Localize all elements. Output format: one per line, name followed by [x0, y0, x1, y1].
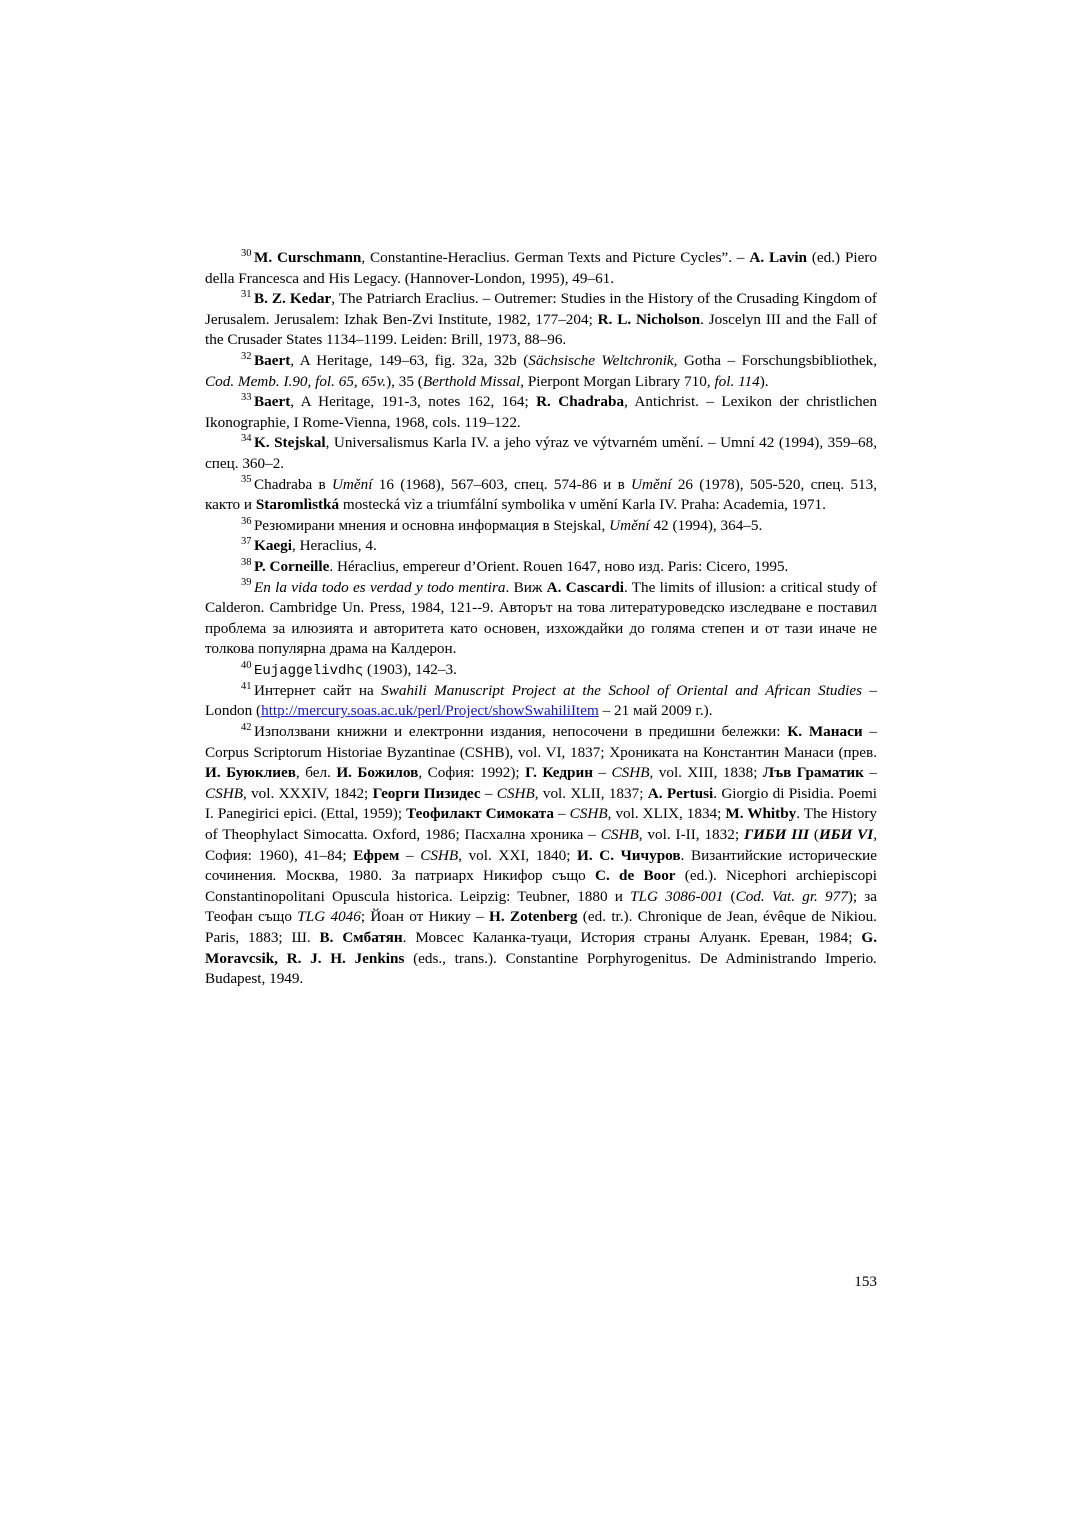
footnote-text: Ефрем: [353, 846, 400, 864]
footnote-text: , vol. XIII, 1838;: [649, 764, 763, 782]
footnote-text: ); за Теофан също: [205, 887, 878, 926]
footnote-text: . Византийские исторические сочинения: [205, 846, 878, 885]
footnote-text: ).: [759, 372, 769, 390]
footnote-text: Umění: [609, 516, 650, 534]
footnote: [205, 289, 877, 351]
footnote-text: (ed.). Nicephori archiepiscopi Constantinopolitani Opuscula historica. Leipzig: Teubner, 1880 и: [205, 867, 877, 905]
footnote-text: Umění: [331, 475, 373, 493]
footnote-marker: 34: [241, 433, 252, 445]
footnote-text: Umění: [631, 475, 672, 493]
footnote-text: , Gotha – Forschungsbibliothek,: [673, 351, 877, 369]
footnote-text: . Giorgio di Pisidia. Poemi I. Panegirici epici. (Ettal, 1959);: [205, 784, 877, 823]
footnote-text: A. Lavin: [749, 249, 807, 266]
footnote-text: –: [480, 784, 497, 802]
footnote-text: 16 (1968), 567–603, спец. 574-86 и в: [372, 475, 632, 493]
footnote-marker: 41: [241, 680, 252, 692]
footnote-text: Chadraba в: [254, 475, 332, 493]
footnote-text: –: [399, 846, 421, 864]
footnote-marker: 35: [241, 474, 252, 486]
footnote-text: , бел.: [295, 764, 337, 782]
footnote-text: TLG 3086-001: [630, 887, 724, 905]
footnote-text: ; Йоан от Никиу –: [360, 908, 490, 926]
footnote-text: , vol. XXXIV, 1842;: [242, 784, 373, 802]
footnote-text: . The limits of illusion: a critical study of Calderon. Cambridge Un. Press, 1984, 121--9. Авторът на това литературоведско изследване е поставил проблема за илюзията и авторитета като основен, изхождайки до голяма степен и от тази иначе не толкова популярна драма на Калдерон.: [205, 578, 877, 658]
footnote-text: (: [809, 826, 819, 843]
footnote-text: , Pierpont Morgan Library 710,: [520, 372, 715, 390]
footnote-text: . Joscelyn III and the Fall of the Crusader States 1134–1199. Leiden: Brill, 1973, 88–96.: [205, 310, 877, 349]
footnotes-container: [205, 248, 877, 990]
footnote-text: , Antichrist. – Lexikon der christlichen Ikonographie: [205, 393, 877, 431]
footnote-text: fol. 114: [714, 372, 760, 390]
page-number: 153: [854, 1273, 877, 1290]
footnote-text: I Rome-Vienna, 1968, cols. 119–122.: [289, 413, 521, 431]
footnote: [205, 660, 877, 681]
footnote-text: R. Chadraba: [536, 393, 625, 411]
footnote-text: Swahili Manuscript Project at the School of Oriental and African Studies: [381, 681, 862, 699]
footnote-text: CSHB: [569, 805, 608, 823]
footnote-text: , vol. I-II, 1832;: [638, 826, 744, 843]
footnote-text: ,: [285, 413, 290, 431]
footnote-text: И. Божилов: [336, 764, 419, 782]
footnote-text: И. С. Чичуров: [577, 846, 681, 864]
footnote-text: Baert: [254, 393, 291, 411]
footnote-text: .: [272, 867, 277, 885]
footnote-text: A. Cascardi: [546, 578, 624, 596]
footnote-text: CSHB: [611, 764, 650, 782]
footnote-text: CSHB: [205, 784, 243, 802]
footnote-marker: 37: [241, 536, 252, 548]
footnote-text: ГИБИ III: [743, 826, 810, 843]
footnote-marker: 38: [241, 556, 252, 568]
footnote-text: – London (: [205, 681, 878, 720]
footnote-text: (ed.) Piero della Francesca and His Legacy. (Hannover-London, 1995), 49–61.: [205, 249, 878, 287]
footnote-text: Москва, 1980. За патриарх Никифор също: [276, 867, 596, 885]
footnote-text: , The Patriarch Eraclius. – Outremer: Studies in the History of the Crusading Kingdom of Jerusalem. Jerusalem: Izhak Ben-Zvi Institute, 1982, 177–204;: [205, 290, 877, 328]
footnote: [205, 351, 877, 392]
footnote-text: (1903), 142–3.: [363, 660, 457, 678]
footnote-text: Eujaggelivdhς: [254, 662, 364, 679]
footnote: [205, 722, 877, 990]
footnote-text: Резюмирани мнения и основна информация в Stejskal,: [254, 516, 610, 534]
footnote-text: ИБИ VI: [818, 826, 874, 843]
footnote-text: . Héraclius, empereur d’Orient. Rouen 1647, ново изд. Paris: Cicero, 1995.: [329, 557, 789, 575]
footnote-text: , vol. XLII, 1837;: [534, 784, 648, 802]
footnote-text: Budapest, 1949.: [205, 970, 304, 988]
footnote: [205, 557, 877, 578]
footnote-marker: 40: [241, 659, 252, 671]
footnote-marker: 31: [241, 289, 252, 301]
footnote-text: TLG 4046: [297, 908, 361, 926]
footnote-text: H. Zotenberg: [489, 908, 578, 926]
footnote-text: , vol. XLIX, 1834;: [607, 805, 726, 823]
footnote-text: Baert: [254, 351, 291, 369]
footnote-text: CSHB: [496, 784, 535, 802]
footnote-text: К. Манаси: [787, 723, 863, 741]
footnote-text: Г. Кедрин: [525, 764, 593, 782]
footnote-marker: 36: [241, 515, 252, 527]
footnote-text: Cod. Vat. gr. 977: [735, 887, 848, 905]
footnote-marker: 30: [241, 247, 252, 259]
footnote-text: , София: 1992);: [418, 764, 526, 782]
footnote-text: –: [863, 764, 877, 782]
footnote-text: В. Смбатян: [319, 928, 403, 946]
footnote: [205, 536, 877, 557]
footnote-text: , vol. XXI, 1840;: [458, 846, 578, 864]
footnote-text: , Heraclius, 4.: [291, 537, 377, 555]
footnote-text: C. de Boor: [595, 867, 676, 885]
footnote-text: CSHB: [420, 846, 459, 864]
footnote-text: G. Moravcsik, R. J. H. Jenkins: [205, 928, 877, 967]
footnote-text: Kaegi: [254, 537, 292, 555]
footnote-text: CSHB: [600, 826, 639, 843]
footnote-text: A. Pertusi: [647, 784, 714, 802]
footnote-text: И. Буюклиев: [205, 764, 296, 782]
footnote-text: ), 35 (: [386, 372, 423, 390]
footnote-text: Теофилакт Симоката: [406, 805, 554, 823]
footnote-text: . Мовсес Каланка-туаци, История страны Алуанк. Ереван, 1984;: [402, 928, 862, 946]
footnote: [205, 475, 877, 516]
footnote-text: , Constantine-Heraclius. German Texts and Picture Cycles”. –: [361, 249, 750, 266]
footnote-text: . Виж: [505, 578, 547, 596]
footnote-text: –: [554, 805, 570, 823]
footnote-text: (: [723, 887, 736, 905]
footnote-text: Георги Пизидес: [372, 784, 481, 802]
footnote-text: M. Whitby: [725, 805, 797, 823]
footnote-text: .: [873, 949, 878, 967]
footnote: [205, 516, 877, 537]
footnote-text: (eds., trans.). Constantine Porphyrogenitus. De Administrando Imperio: [404, 949, 874, 967]
footnote-text: En la vida todo es verdad y todo mentira: [254, 578, 506, 596]
footnote-text: (ed. tr.). Chronique de Jean, évêque de Nikiou. Paris, 1883; Ш.: [205, 908, 877, 946]
footnote-text: R. L. Nicholson: [597, 310, 701, 328]
footnote-text: , A Heritage, 191-3, notes 162, 164;: [290, 393, 537, 411]
footnote: [205, 578, 877, 660]
footnote-text: Интернет сайт на: [254, 681, 382, 699]
footnote: [205, 392, 877, 433]
footnote-text: Използвани книжни и електронни издания, непосочени в предишни бележки:: [254, 723, 788, 741]
footnote-text: – Corpus Scriptorum Historiae Byzantinae (CSHB), vol. VI, 1837; Хрониката на Константин Манаси (прев.: [205, 723, 878, 761]
footnote-text: , София: 1960), 41–84;: [205, 826, 877, 864]
footnote-text: – 21 май 2009 г.).: [598, 702, 713, 720]
footnote-link[interactable]: http://mercury.soas.ac.uk/perl/Project/showSwahiliItem: [261, 702, 599, 720]
footnote: [205, 681, 877, 722]
footnote-text: Cod. Memb. I.90, fol. 65, 65v.: [205, 372, 387, 390]
footnote-marker: 33: [241, 392, 252, 404]
footnote-text: B. Z. Kedar: [254, 290, 332, 308]
footnote-marker: 32: [241, 350, 252, 362]
footnote-text: Staromlìstká: [255, 496, 340, 514]
footnote-text: M. Curschmann: [254, 249, 362, 266]
footnote-marker: 42: [241, 721, 252, 733]
footnote-text: 26 (1978), 505-520, спец. 513, както и: [205, 475, 877, 514]
footnote-text: 42 (1994), 364–5.: [649, 516, 763, 534]
footnote-text: , Universalismus Karla IV. a jeho výraz ve výtvarném umění. – Umní 42 (1994), 359–68, спец. 360–2.: [205, 434, 877, 472]
footnote-text: K. Stejskal: [254, 434, 326, 452]
footnote-marker: 39: [241, 577, 252, 589]
footnote: [205, 433, 877, 474]
footnote-text: –: [592, 764, 612, 782]
footnote-text: Berthold Missal: [422, 372, 521, 390]
footnote-text: . The History of Theophylact Simocatta. Oxford, 1986; Пасхална хроника –: [205, 805, 878, 843]
footnote-text: Sächsische Weltchronik: [528, 351, 674, 369]
footnote: [205, 248, 877, 289]
footnote-text: Лъв Граматик: [762, 764, 864, 782]
footnote-text: mostecká vìz a triumfální symbolika v umění Karla IV. Praha: Academia, 1971.: [339, 496, 826, 514]
footnote-text: , A Heritage, 149–63, fig. 32a, 32b (: [290, 351, 529, 369]
footnote-text: P. Corneille: [254, 557, 330, 575]
